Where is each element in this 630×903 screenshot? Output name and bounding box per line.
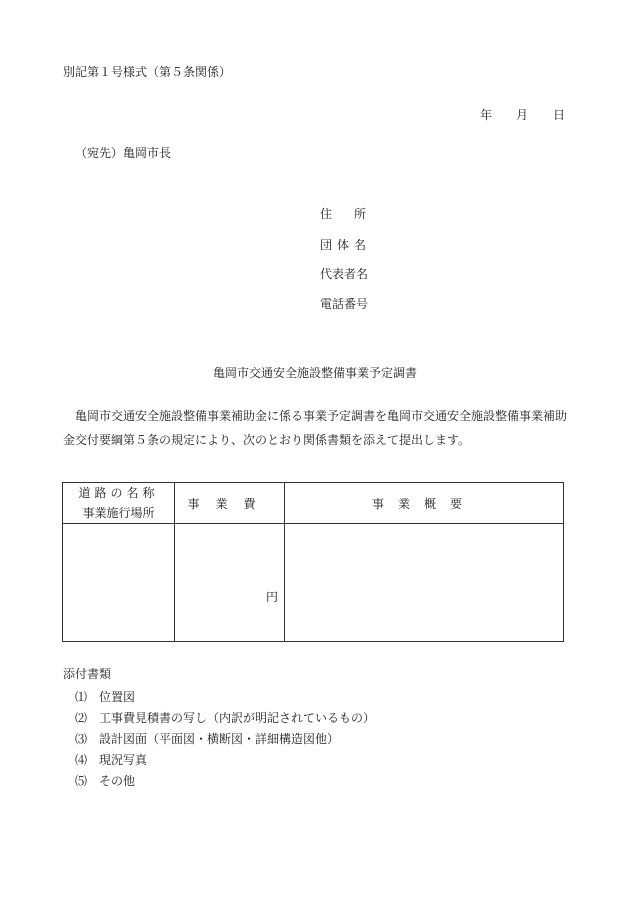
date-month-label: 月 [516, 108, 529, 122]
list-item-number: ⑸ [75, 774, 88, 788]
list-item-text: 工事費見積書の写し（内訳が明記されているもの） [99, 711, 376, 725]
sender-phone-label: 電話番号 [320, 297, 369, 311]
header-project-outline: 事業概要 [285, 483, 564, 524]
list-item-text: 位置図 [99, 690, 136, 704]
sender-representative-label: 代表者名 [320, 267, 369, 281]
sender-organization-label: 団体名 [320, 238, 372, 252]
list-item-number: ⑴ [75, 690, 88, 704]
list-item [75, 750, 375, 771]
project-cost-cell[interactable] [175, 524, 285, 642]
list-item-text: 現況写真 [99, 753, 148, 767]
body-paragraph [63, 404, 567, 452]
date-day-label: 日 [553, 108, 566, 122]
project-summary-table [62, 482, 564, 642]
sender-address-label: 住所 [320, 207, 389, 221]
list-item [75, 708, 375, 729]
road-name-cell[interactable] [63, 524, 175, 642]
list-item [75, 771, 375, 792]
attachments-title: 添付書類 [63, 667, 112, 681]
header-project-cost: 事業費 [175, 483, 285, 524]
attachments-list [75, 687, 375, 792]
list-item-number: ⑶ [75, 732, 88, 746]
list-item-text: 設計図面（平面図・横断図・詳細構造図他） [99, 732, 340, 746]
addressee: （宛先）亀岡市長 [75, 146, 172, 160]
project-outline-cell[interactable] [285, 524, 564, 642]
list-item [75, 729, 375, 750]
list-item-text: その他 [99, 774, 136, 788]
header-road-name [63, 483, 175, 524]
list-item-number: ⑷ [75, 753, 88, 767]
list-item-number: ⑵ [75, 711, 88, 725]
list-item [75, 687, 375, 708]
form-number: 別記第１号様式（第５条関係） [63, 65, 232, 79]
header-site-label: 事業施行場所 [82, 506, 155, 520]
date-year-label: 年 [480, 108, 493, 122]
yen-unit: 円 [265, 590, 278, 604]
header-road-name-label: 道路の名称 [78, 486, 159, 500]
document-title: 亀岡市交通安全施設整備事業予定調書 [212, 366, 417, 380]
body-text: 亀岡市交通安全施設整備事業補助金に係る事業予定調書を亀岡市交通安全施設整備事業補助金交付要綱第５条の規定により、次のとおり関係書類を添えて提出します。 [63, 409, 568, 447]
